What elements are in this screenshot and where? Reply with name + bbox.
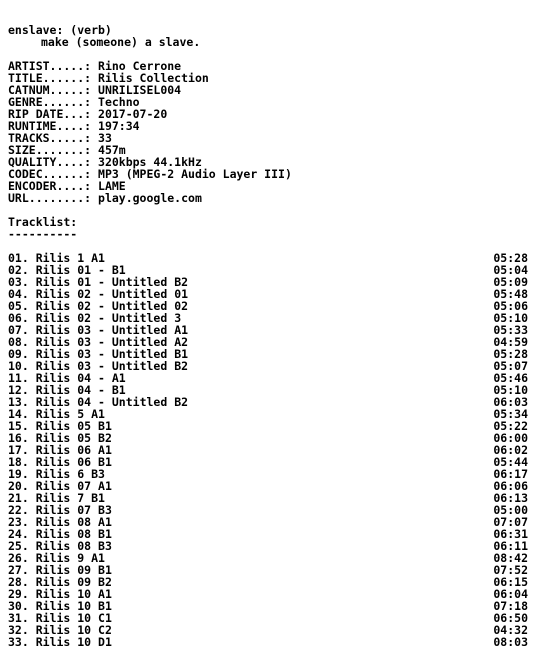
track-title: Rilis 03 - Untitled A1 — [35, 323, 189, 337]
track-number: 23. — [8, 515, 29, 529]
track-duration: 06:06 — [493, 479, 528, 493]
info-field — [8, 192, 528, 204]
track-duration: 05:34 — [493, 407, 528, 421]
track-duration: 06:02 — [493, 443, 528, 457]
track-number: 04. — [8, 287, 29, 301]
track-duration: 05:28 — [493, 251, 528, 265]
track-title: Rilis 7 B1 — [35, 491, 105, 505]
definition-head: enslave: (verb) — [8, 23, 112, 37]
track-duration: 06:50 — [493, 611, 528, 625]
field-label: ARTIST.....: — [8, 59, 99, 73]
track-title: Rilis 05 B2 — [35, 431, 112, 445]
track-duration: 06:15 — [493, 575, 528, 589]
track-number: 11. — [8, 371, 29, 385]
track-duration: 07:52 — [493, 563, 528, 577]
track-title: Rilis 08 A1 — [35, 515, 112, 529]
track-duration: 05:28 — [493, 347, 528, 361]
field-value: LAME — [98, 179, 126, 193]
track-duration: 06:17 — [493, 467, 528, 481]
field-label: RIP DATE...: — [8, 107, 99, 121]
track-number: 03. — [8, 275, 29, 289]
field-label: CODEC......: — [8, 167, 99, 181]
track-number: 27. — [8, 563, 29, 577]
track-title: Rilis 05 B1 — [35, 419, 112, 433]
spacer — [8, 204, 528, 216]
track-title: Rilis 04 - A1 — [35, 371, 126, 385]
track-number: 32. — [8, 623, 29, 637]
field-value: Rilis Collection — [98, 71, 209, 85]
field-value: 197:34 — [98, 119, 140, 133]
track-number: 10. — [8, 359, 29, 373]
track-number: 21. — [8, 491, 29, 505]
track-title: Rilis 10 C2 — [35, 623, 112, 637]
track-duration: 05:46 — [493, 371, 528, 385]
track-duration: 04:59 — [493, 335, 528, 349]
track-title: Rilis 9 A1 — [35, 551, 105, 565]
track-number: 29. — [8, 587, 29, 601]
track-number: 26. — [8, 551, 29, 565]
field-label: TITLE......: — [8, 71, 99, 85]
track-duration: 07:07 — [493, 515, 528, 529]
track-title: Rilis 10 C1 — [35, 611, 112, 625]
track-title: Rilis 09 B2 — [35, 575, 112, 589]
field-label: GENRE......: — [8, 95, 99, 109]
track-label — [8, 636, 112, 648]
track-title: Rilis 09 B1 — [35, 563, 112, 577]
track-title: Rilis 04 - B1 — [35, 383, 126, 397]
track-title: Rilis 01 - Untitled B2 — [35, 275, 189, 289]
track-duration: 08:03 — [493, 635, 528, 649]
track-title: Rilis 01 - B1 — [35, 263, 126, 277]
field-value: MP3 (MPEG-2 Audio Layer III) — [98, 167, 292, 181]
field-value: Techno — [98, 95, 140, 109]
track-title: Rilis 02 - Untitled 02 — [35, 299, 189, 313]
track-number: 33. — [8, 635, 29, 649]
track-number: 20. — [8, 479, 29, 493]
track-title: Rilis 03 - Untitled B1 — [35, 347, 189, 361]
track-number: 24. — [8, 527, 29, 541]
track-duration: 06:13 — [493, 491, 528, 505]
nfo-document — [8, 24, 528, 648]
track-duration: 06:03 — [493, 395, 528, 409]
field-value: 33 — [98, 131, 112, 145]
release-info — [8, 60, 528, 204]
field-value: UNRILISEL004 — [98, 83, 182, 97]
track-duration: 06:11 — [493, 539, 528, 553]
track-number: 01. — [8, 251, 29, 265]
track-number: 08. — [8, 335, 29, 349]
field-label: RUNTIME....: — [8, 119, 99, 133]
track-number: 15. — [8, 419, 29, 433]
track-duration: 05:06 — [493, 299, 528, 313]
track-number: 05. — [8, 299, 29, 313]
track-duration: 08:42 — [493, 551, 528, 565]
track-duration: 07:18 — [493, 599, 528, 613]
track-number: 17. — [8, 443, 29, 457]
field-value: Rino Cerrone — [98, 59, 182, 73]
field-label: ENCODER....: — [8, 179, 99, 193]
track-title: Rilis 03 - Untitled B2 — [35, 359, 189, 373]
track-title: Rilis 10 A1 — [35, 587, 112, 601]
track-duration: 05:22 — [493, 419, 528, 433]
track-duration: 06:31 — [493, 527, 528, 541]
track-number: 25. — [8, 539, 29, 553]
field-label: QUALITY....: — [8, 155, 99, 169]
field-value: play.google.com — [98, 191, 202, 205]
field-label: TRACKS.....: — [8, 131, 99, 145]
track-duration: 05:33 — [493, 323, 528, 337]
track-row — [8, 636, 528, 648]
track-title: Rilis 07 A1 — [35, 479, 112, 493]
track-number: 18. — [8, 455, 29, 469]
track-duration: 06:04 — [493, 587, 528, 601]
tracklist-heading: Tracklist: — [8, 215, 78, 229]
track-title: Rilis 5 A1 — [35, 407, 105, 421]
track-duration: 04:32 — [493, 623, 528, 637]
track-title: Rilis 02 - Untitled 3 — [35, 311, 182, 325]
track-title: Rilis 06 B1 — [35, 455, 112, 469]
tracklist — [8, 252, 528, 648]
track-title: Rilis 08 B1 — [35, 527, 112, 541]
track-number: 09. — [8, 347, 29, 361]
track-title: Rilis 04 - Untitled B2 — [35, 395, 189, 409]
track-title: Rilis 06 A1 — [35, 443, 112, 457]
track-duration: 05:00 — [493, 503, 528, 517]
track-number: 12. — [8, 383, 29, 397]
track-number: 13. — [8, 395, 29, 409]
track-number: 07. — [8, 323, 29, 337]
track-duration: 05:10 — [493, 383, 528, 397]
track-title: Rilis 10 D1 — [35, 635, 112, 649]
track-duration: 05:04 — [493, 263, 528, 277]
track-number: 28. — [8, 575, 29, 589]
field-value: 320kbps 44.1kHz — [98, 155, 202, 169]
tracklist-rule: ---------- — [8, 227, 78, 241]
track-number: 02. — [8, 263, 29, 277]
track-duration: 05:44 — [493, 455, 528, 469]
track-title: Rilis 03 - Untitled A2 — [35, 335, 189, 349]
track-title: Rilis 6 B3 — [35, 467, 105, 481]
track-number: 16. — [8, 431, 29, 445]
field-value: 2017-07-20 — [98, 107, 168, 121]
track-number: 31. — [8, 611, 29, 625]
track-duration: 05:07 — [493, 359, 528, 373]
track-duration: 05:09 — [493, 275, 528, 289]
track-title: Rilis 02 - Untitled 01 — [35, 287, 189, 301]
field-value: 457m — [98, 143, 126, 157]
definition-body: make (someone) a slave. — [41, 35, 201, 49]
track-duration: 05:48 — [493, 287, 528, 301]
track-title: Rilis 07 B3 — [35, 503, 112, 517]
field-label: URL........: — [8, 191, 99, 205]
track-number: 19. — [8, 467, 29, 481]
track-number: 30. — [8, 599, 29, 613]
track-duration: 06:00 — [493, 431, 528, 445]
track-duration: 05:10 — [493, 311, 528, 325]
track-number: 06. — [8, 311, 29, 325]
track-number: 14. — [8, 407, 29, 421]
field-label: SIZE.......: — [8, 143, 99, 157]
track-title: Rilis 10 B1 — [35, 599, 112, 613]
track-title: Rilis 08 B3 — [35, 539, 112, 553]
track-number: 22. — [8, 503, 29, 517]
track-title: Rilis 1 A1 — [35, 251, 105, 265]
field-label: CATNUM.....: — [8, 83, 99, 97]
